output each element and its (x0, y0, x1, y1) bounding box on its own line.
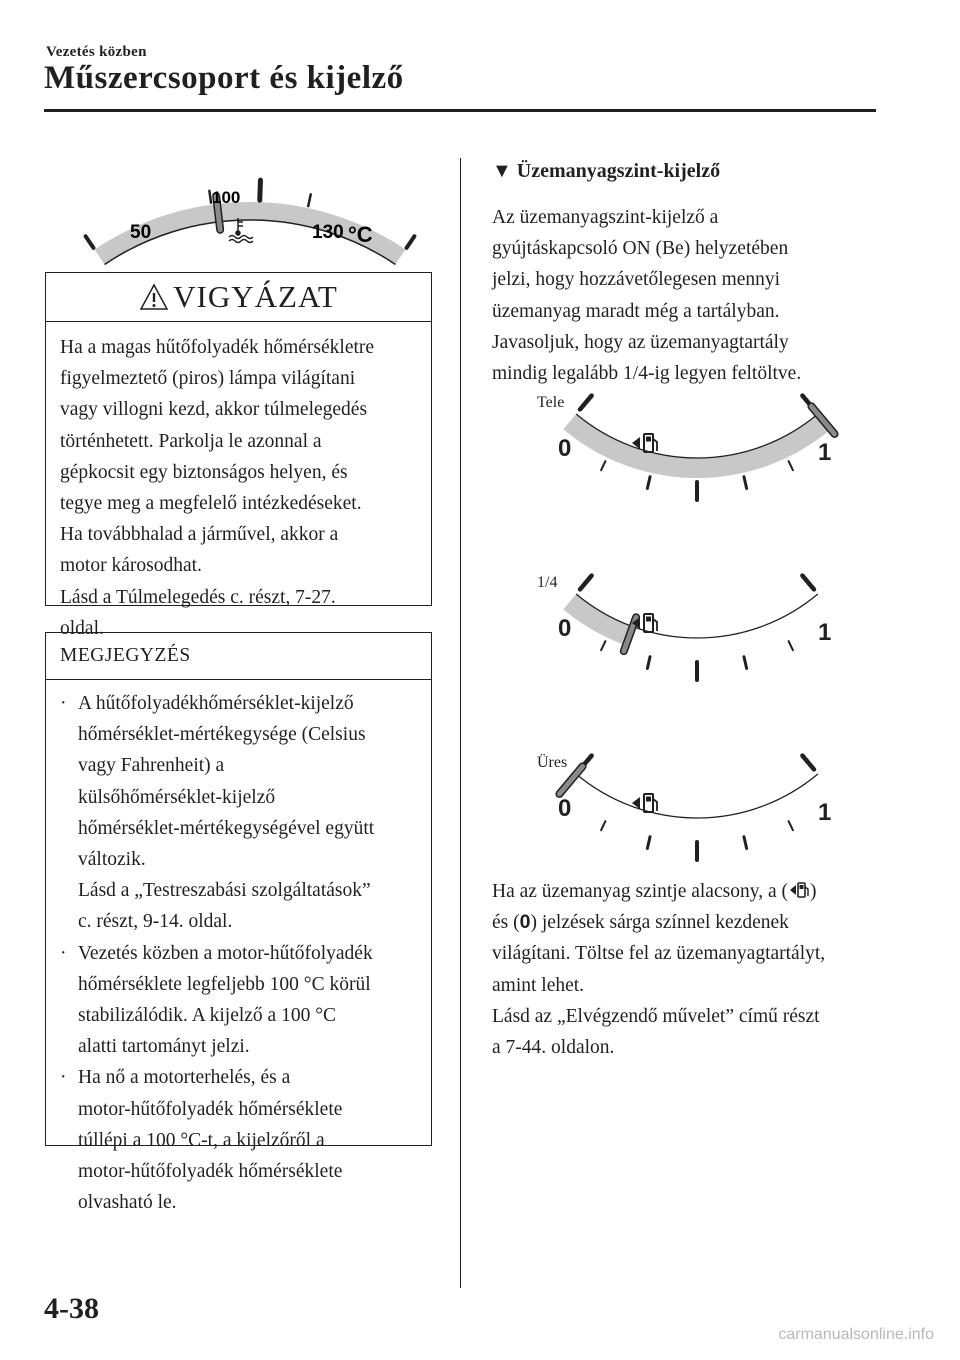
temperature-max-label: 130 (312, 222, 344, 243)
fuel-label-full: Tele (537, 394, 565, 411)
fuel-empty-label: 0 (558, 435, 572, 462)
fuel-scale-line (576, 774, 818, 818)
caution-line: történhetett. Parkolja le azonnal a (60, 430, 322, 452)
caution-text (46, 322, 431, 644)
note-bullet (60, 688, 423, 938)
bullet-line: hőmérséklete legfeljebb 100 °C körül (78, 973, 371, 995)
bullet-dot: · (60, 942, 67, 964)
caution-line: Ha továbbhalad a járművel, akkor a (60, 524, 339, 546)
fuel-scale-tick (601, 821, 605, 830)
note-title: MEGJEGYZÉS (60, 645, 191, 666)
fuel-scale-tick (744, 837, 747, 849)
caution-line: motor károsodhat. (60, 555, 202, 577)
temperature-mid-label: 100 (212, 188, 241, 207)
low-fuel-line-4: amint lehet. (492, 974, 585, 996)
bullet-line: túllépi a 100 °C-t, a kijelzőről a (78, 1129, 325, 1151)
fuel-pump-icon (788, 880, 810, 900)
page-title: Műszercsoport és kijelző (44, 60, 404, 96)
fuel-section-heading (492, 160, 720, 183)
bullet-line: alatti tartományt jelzi. (78, 1036, 250, 1058)
note-bullet (60, 1062, 423, 1218)
temperature-min-label: 50 (130, 222, 152, 243)
fuel-level-band (563, 414, 830, 478)
header-rule (44, 109, 876, 112)
bullet-line: Ha nő a motorterhelés, és a (78, 1067, 291, 1089)
note-text (46, 680, 431, 1218)
bullet-text (78, 1062, 423, 1218)
bullet-line: stabilizálódik. A kijelző a 100 °C (78, 1005, 337, 1027)
fuel-full-label: 1 (818, 799, 832, 826)
fuel-level-band (563, 594, 632, 645)
fuel-empty-label: 0 (558, 615, 572, 642)
caution-line: tegye meg a megfelelő intézkedéseket. (60, 493, 362, 515)
bullet-line: változik. (78, 849, 146, 871)
fuel-label-quarter: 1/4 (537, 574, 558, 591)
bullet-text (78, 688, 423, 938)
bullet-line: hőmérséklet-mértékegységével együtt (78, 817, 375, 839)
fuel-intro-text (492, 202, 877, 389)
fuel-scale-tick (647, 477, 650, 489)
low-fuel-line-6: a 7-44. oldalon. (492, 1037, 615, 1059)
bullet-line: motor-hűtőfolyadék hőmérséklete (78, 1098, 343, 1120)
warning-triangle-icon (139, 283, 169, 311)
coolant-temperature-icon (229, 218, 253, 243)
page-number: 4-38 (44, 1292, 99, 1325)
section-marker: ▼ (492, 160, 512, 182)
fuel-intro-line: jelzi, hogy hozzávetőlegesen mennyi (492, 269, 781, 291)
bullet-line: Lásd a „Testreszabási szolgáltatások” (78, 880, 371, 902)
fuel-intro-line: üzemanyag maradt még a tartályban. (492, 300, 780, 322)
fuel-full-label: 1 (818, 619, 832, 646)
caution-line: gépkocsit egy biztonságos helyen, és (60, 461, 348, 483)
note-header (46, 633, 431, 680)
bullet-dot: · (60, 1067, 67, 1089)
fuel-scale-tick (744, 657, 747, 669)
bullet-text (78, 938, 423, 1063)
caution-box (45, 272, 432, 639)
caution-line: Lásd a Túlmelegedés c. részt, 7-27. (60, 586, 336, 608)
watermark: carmanualsonline.info (778, 1326, 934, 1343)
bullet-line: olvasható le. (78, 1192, 177, 1214)
bullet-dot: · (60, 693, 67, 714)
fuel-intro-line: mindig legalább 1/4-ig legyen feltöltve. (492, 363, 802, 385)
fuel-pump-icon (632, 794, 657, 812)
fuel-scale-tick (789, 821, 793, 830)
fuel-scale-tick (647, 657, 650, 669)
bullet-line: Vezetés közben a motor-hűtőfolyadék (78, 942, 373, 964)
fuel-scale-tick (789, 641, 793, 650)
fuel-gauge-quarter (552, 600, 842, 700)
bullet-line: hőmérséklet-mértékegysége (Celsius (78, 724, 366, 746)
fuel-scale-tick (601, 461, 605, 470)
fuel-gauge-empty (552, 780, 842, 880)
caution-header (46, 273, 431, 322)
low-fuel-line-3: világítani. Töltse fel az üzemanyagtartályt, (492, 943, 826, 965)
fuel-end-tick (802, 576, 814, 590)
fuel-scale-tick (744, 477, 747, 489)
low-fuel-line-2: és (0) jelzések sárga színnel kezdenek (492, 911, 789, 934)
fuel-scale-tick (601, 641, 605, 650)
low-fuel-line-5: Lásd az „Elvégzendő művelet” című részt (492, 1005, 820, 1027)
fuel-end-tick (580, 576, 592, 590)
caution-line: Ha a magas hűtőfolyadék hőmérsékletre (60, 337, 375, 358)
caution-line: vagy villogni kezd, akkor túlmelegedés (60, 399, 368, 421)
fuel-intro-line: gyújtáskapcsoló ON (Be) helyzetében (492, 238, 789, 260)
low-fuel-text (492, 876, 877, 1063)
fuel-section-title: Üzemanyagszint-kijelző (516, 160, 721, 182)
fuel-intro-line: Az üzemanyagszint-kijelző a (492, 207, 719, 228)
fuel-intro-line: Javasoljuk, hogy az üzemanyagtartály (492, 331, 789, 353)
bullet-line: vagy Fahrenheit) a (78, 755, 225, 777)
column-divider (460, 158, 461, 1288)
caution-title: VIGYÁZAT (173, 279, 338, 314)
fuel-end-tick (802, 756, 814, 770)
bullet-line: c. részt, 9-14. oldal. (78, 911, 233, 933)
temperature-unit-label: °C (348, 222, 373, 247)
section-label: Vezetés közben (46, 44, 147, 60)
note-box (45, 632, 432, 1214)
bullet-line: motor-hűtőfolyadék hőmérséklete (78, 1161, 343, 1183)
low-fuel-line-1: Ha az üzemanyag szintje alacsony, a ( ) (492, 881, 817, 902)
fuel-scale-tick (647, 837, 650, 849)
fuel-gauge-full (552, 420, 842, 520)
bullet-line: A hűtőfolyadékhőmérséklet-kijelző (78, 693, 354, 714)
fuel-scale-tick (789, 461, 793, 470)
fuel-empty-label: 0 (558, 795, 572, 822)
bullet-line: külsőhőmérséklet-kijelző (78, 786, 276, 808)
caution-line: figyelmeztető (piros) lámpa világítani (60, 368, 356, 390)
fuel-end-tick (580, 396, 592, 410)
caution-line: oldal. (60, 617, 104, 639)
note-bullet (60, 938, 423, 1063)
fuel-label-empty: Üres (537, 754, 568, 771)
coolant-temperature-gauge (100, 150, 400, 250)
fuel-full-label: 1 (818, 439, 832, 466)
